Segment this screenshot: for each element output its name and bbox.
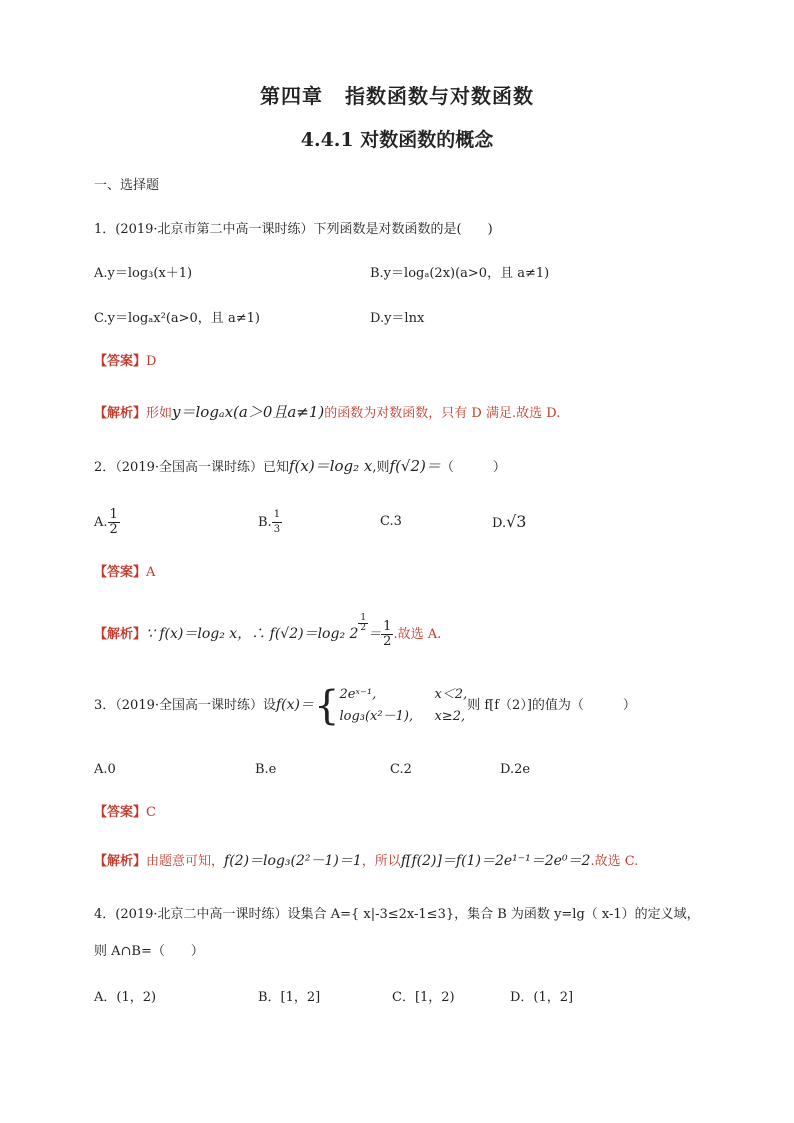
q4-stem-line1: 4．(2019·北京二中高一课时练）设集合 A={ x|-3≤2x-1≤3}，集合 B 为函数 y=lg（ x-1）的定义域， [94,907,700,922]
q2-analysis-exponent: $\frac{1}{2}$ [360,613,367,633]
chapter-name: 指数函数与对数函数 [345,84,534,108]
q2-analysis-formula: ∵ f(x)＝log₂ x，∴ f(√2)＝log₂ 2 [146,626,359,642]
q1-answer [94,352,156,372]
q2-option-d: D.√3 [492,512,527,531]
q1-stem: 1．(2019·北京市第二中高一课时练）下列函数是对数函数的是( ) [94,222,493,237]
q3-option-a: A.0 [94,762,116,777]
q3-analysis-formula1: f(2)＝log₃(2²－1)＝1 [224,853,362,869]
q4-stem-line2: 则 A∩B=（ ） [94,944,204,959]
q4-option-a: A．(1，2) [94,990,157,1005]
q3-answer-value: C [146,805,156,820]
q1-analysis-formula: y＝logₐx(a＞0且a≠1) [172,403,325,421]
q2-stem-formula2: f(√2)＝ [389,457,441,475]
q4-option-b: B．[1，2] [258,990,321,1005]
q2-option-b-fraction: $\frac{1}{3}$ [273,509,281,535]
chapter-number: 第四章 [260,84,323,108]
section-title: 4.4.1 对数函数的概念 [300,129,494,151]
q3-stem: 3．（2019·全国高一课时练）设f(x)＝{ 2eˣ⁻¹, x＜2, log₃(x²－1), x≥2, 则 f[f（2）]的值为（ ） [94,682,636,729]
q1-answer-value: D [146,354,157,369]
chapter-title [0,80,794,109]
q1-option-c: C.y＝logₐx²(a>0，且 a≠1) [94,311,260,326]
q3-answer: 【答案】C [94,805,156,820]
q2-option-a: A. $\frac{1}{2}$ [94,507,118,537]
q2-option-b: B. $\frac{1}{3}$ [258,509,281,535]
analysis-label: 【解析】 [94,406,147,421]
q2-answer-value: A [146,565,156,580]
q3-analysis-formula2: f[f(2)]＝f(1)＝2e¹⁻¹＝2e⁰＝2 [400,853,591,869]
q2-option-c: C.3 [380,514,402,529]
q3-analysis: 【解析】由题意可知，f(2)＝log₃(2²－1)＝1，所以f[f(2)]＝f(1)＝2e¹⁻¹＝2e⁰＝2.故选 C. [94,853,639,869]
q2-stem-formula: f(x)＝log₂ x [289,457,373,475]
q3-option-d: D.2e [500,762,531,777]
q3-piecewise: 2eˣ⁻¹, x＜2, log₃(x²－1), x≥2, [339,686,468,724]
q1-option-d: D.y＝lnx [370,311,425,326]
answer-label: 【答案】 [94,354,147,369]
q3-option-c: C.2 [390,762,412,777]
q1-option-b: B.y＝logₐ(2x)(a>0，且 a≠1) [370,266,550,281]
q4-option-d: D．(1，2] [510,990,574,1005]
q4-option-c: C．[1，2) [392,990,455,1005]
q2-analysis: 【解析】∵ f(x)＝log₂ x，∴ f(√2)＝log₂ 2 $\frac{1}{2}$ ＝ $\frac{1}{2}$ .故选 A. [94,613,442,649]
q3-brace: { [314,682,340,729]
q2-analysis-fraction: $\frac{1}{2}$ [383,619,392,649]
section-label: 一、选择题 [94,178,160,193]
q2-option-a-fraction: $\frac{1}{2}$ [109,507,118,537]
q3-option-b: B.e [255,762,277,777]
q2-stem: 2．（2019·全国高一课时练）已知f(x)＝log₂ x,则f(√2)＝（ ） [94,457,506,475]
q1-analysis: 【解析】形如y＝logₐx(a＞0且a≠1)的函数为对数函数，只有 D 满足.故选 D. [94,403,561,421]
q1-option-a: A.y＝log₃(x＋1) [94,266,193,281]
q2-answer: 【答案】A [94,565,156,580]
q2-option-d-value: √3 [506,512,527,531]
